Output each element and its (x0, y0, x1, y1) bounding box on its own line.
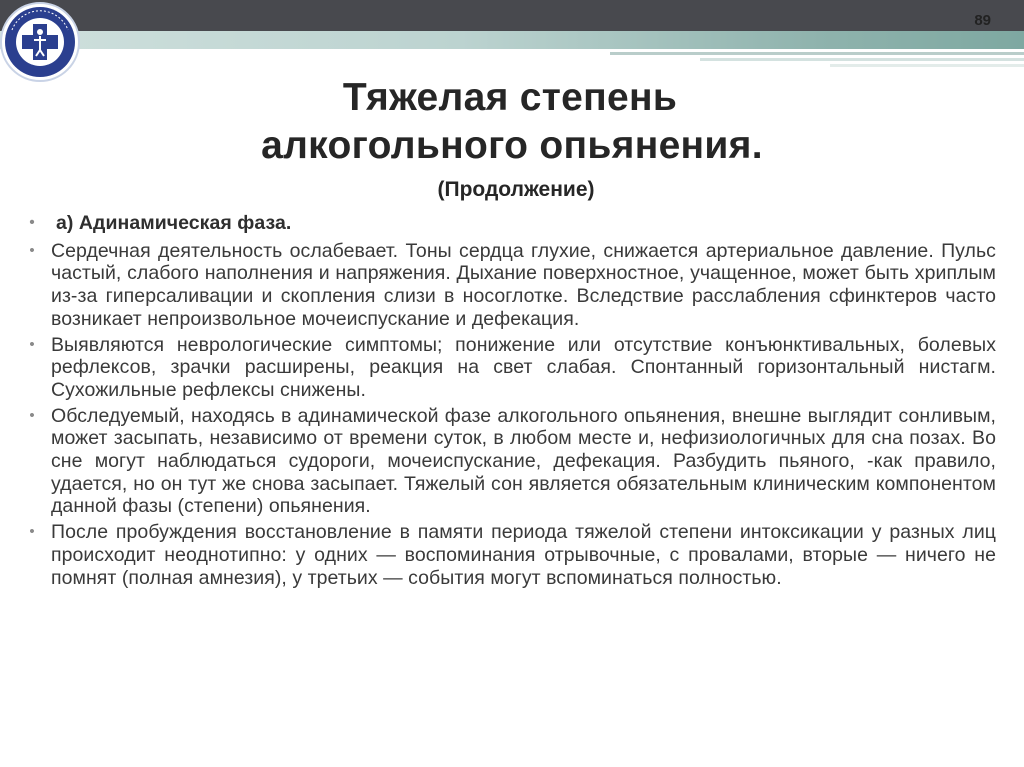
list-item (20, 521, 996, 589)
bullet-list (20, 212, 996, 592)
bullet-icon: • (29, 335, 35, 353)
title-line: алкогольного опьянения. (261, 124, 763, 167)
list-item-text: а) Адинамическая фаза. (56, 212, 292, 234)
header-stripe (700, 58, 1024, 61)
list-item (20, 405, 996, 519)
list-item-text: Сердечная деятельность ослабевает. Тоны сердца глухие, снижается артериальное давление. Пульс частый, слабого наполнения и напряжения. Дыхание поверхностное, учащенное, может быть хриплым из-за гиперсаливации и скопления слизи в носоглотке. Вследствие расслабления сфинктеров часто возникает непроизвольное мочеиспускание и дефекация. (51, 239, 996, 330)
bullet-icon: • (29, 214, 35, 231)
title-line: Тяжелая степень (342, 76, 678, 119)
page-number: 89 (974, 12, 991, 29)
bullet-icon: • (29, 523, 35, 541)
header-stripe (830, 64, 1024, 67)
list-item (20, 212, 996, 235)
bullet-icon: • (29, 406, 35, 424)
header-bar (0, 0, 1024, 31)
list-item (20, 240, 996, 331)
bullet-icon: • (29, 241, 35, 259)
list-item-text: После пробуждения восстановление в памяти периода тяжелой степени интоксикации у разных лиц происходит неоднотипно: у одних — воспоминания отрывочные, с провалами, вторые — ничего не помнят (полная амнезия), у третьих — события могут вспоминаться полностью. (51, 521, 996, 589)
slide-title (0, 74, 1024, 170)
list-item (20, 334, 996, 402)
header-stripe (610, 52, 1024, 55)
list-item-text: Обследуемый, находясь в адинамической фазе алкогольного опьянения, внешне выглядит сонливым, может засыпать, независимо от времени суток, в любом месте и, нефизиологичных для сна позах. Во сне могут наблюдаться судороги, мочеиспускание, дефекация. Разбудить пьяного, -как правило, удается, но он тут же снова засыпает. Тяжелый сон является обязательным клиническим компонентом данной фазы (степени) опьянения. (51, 404, 996, 518)
header-accent-bar (0, 31, 1024, 49)
slide-subtitle: (Продолжение) (437, 178, 595, 201)
list-item-text: Выявляются неврологические симптомы; понижение или отсутствие конъюнктивальных, болевых рефлексов, зрачки расширены, реакция на свет слабая. Спонтанный горизонтальный нистагм. Сухожильные рефлексы снижены. (51, 333, 996, 401)
